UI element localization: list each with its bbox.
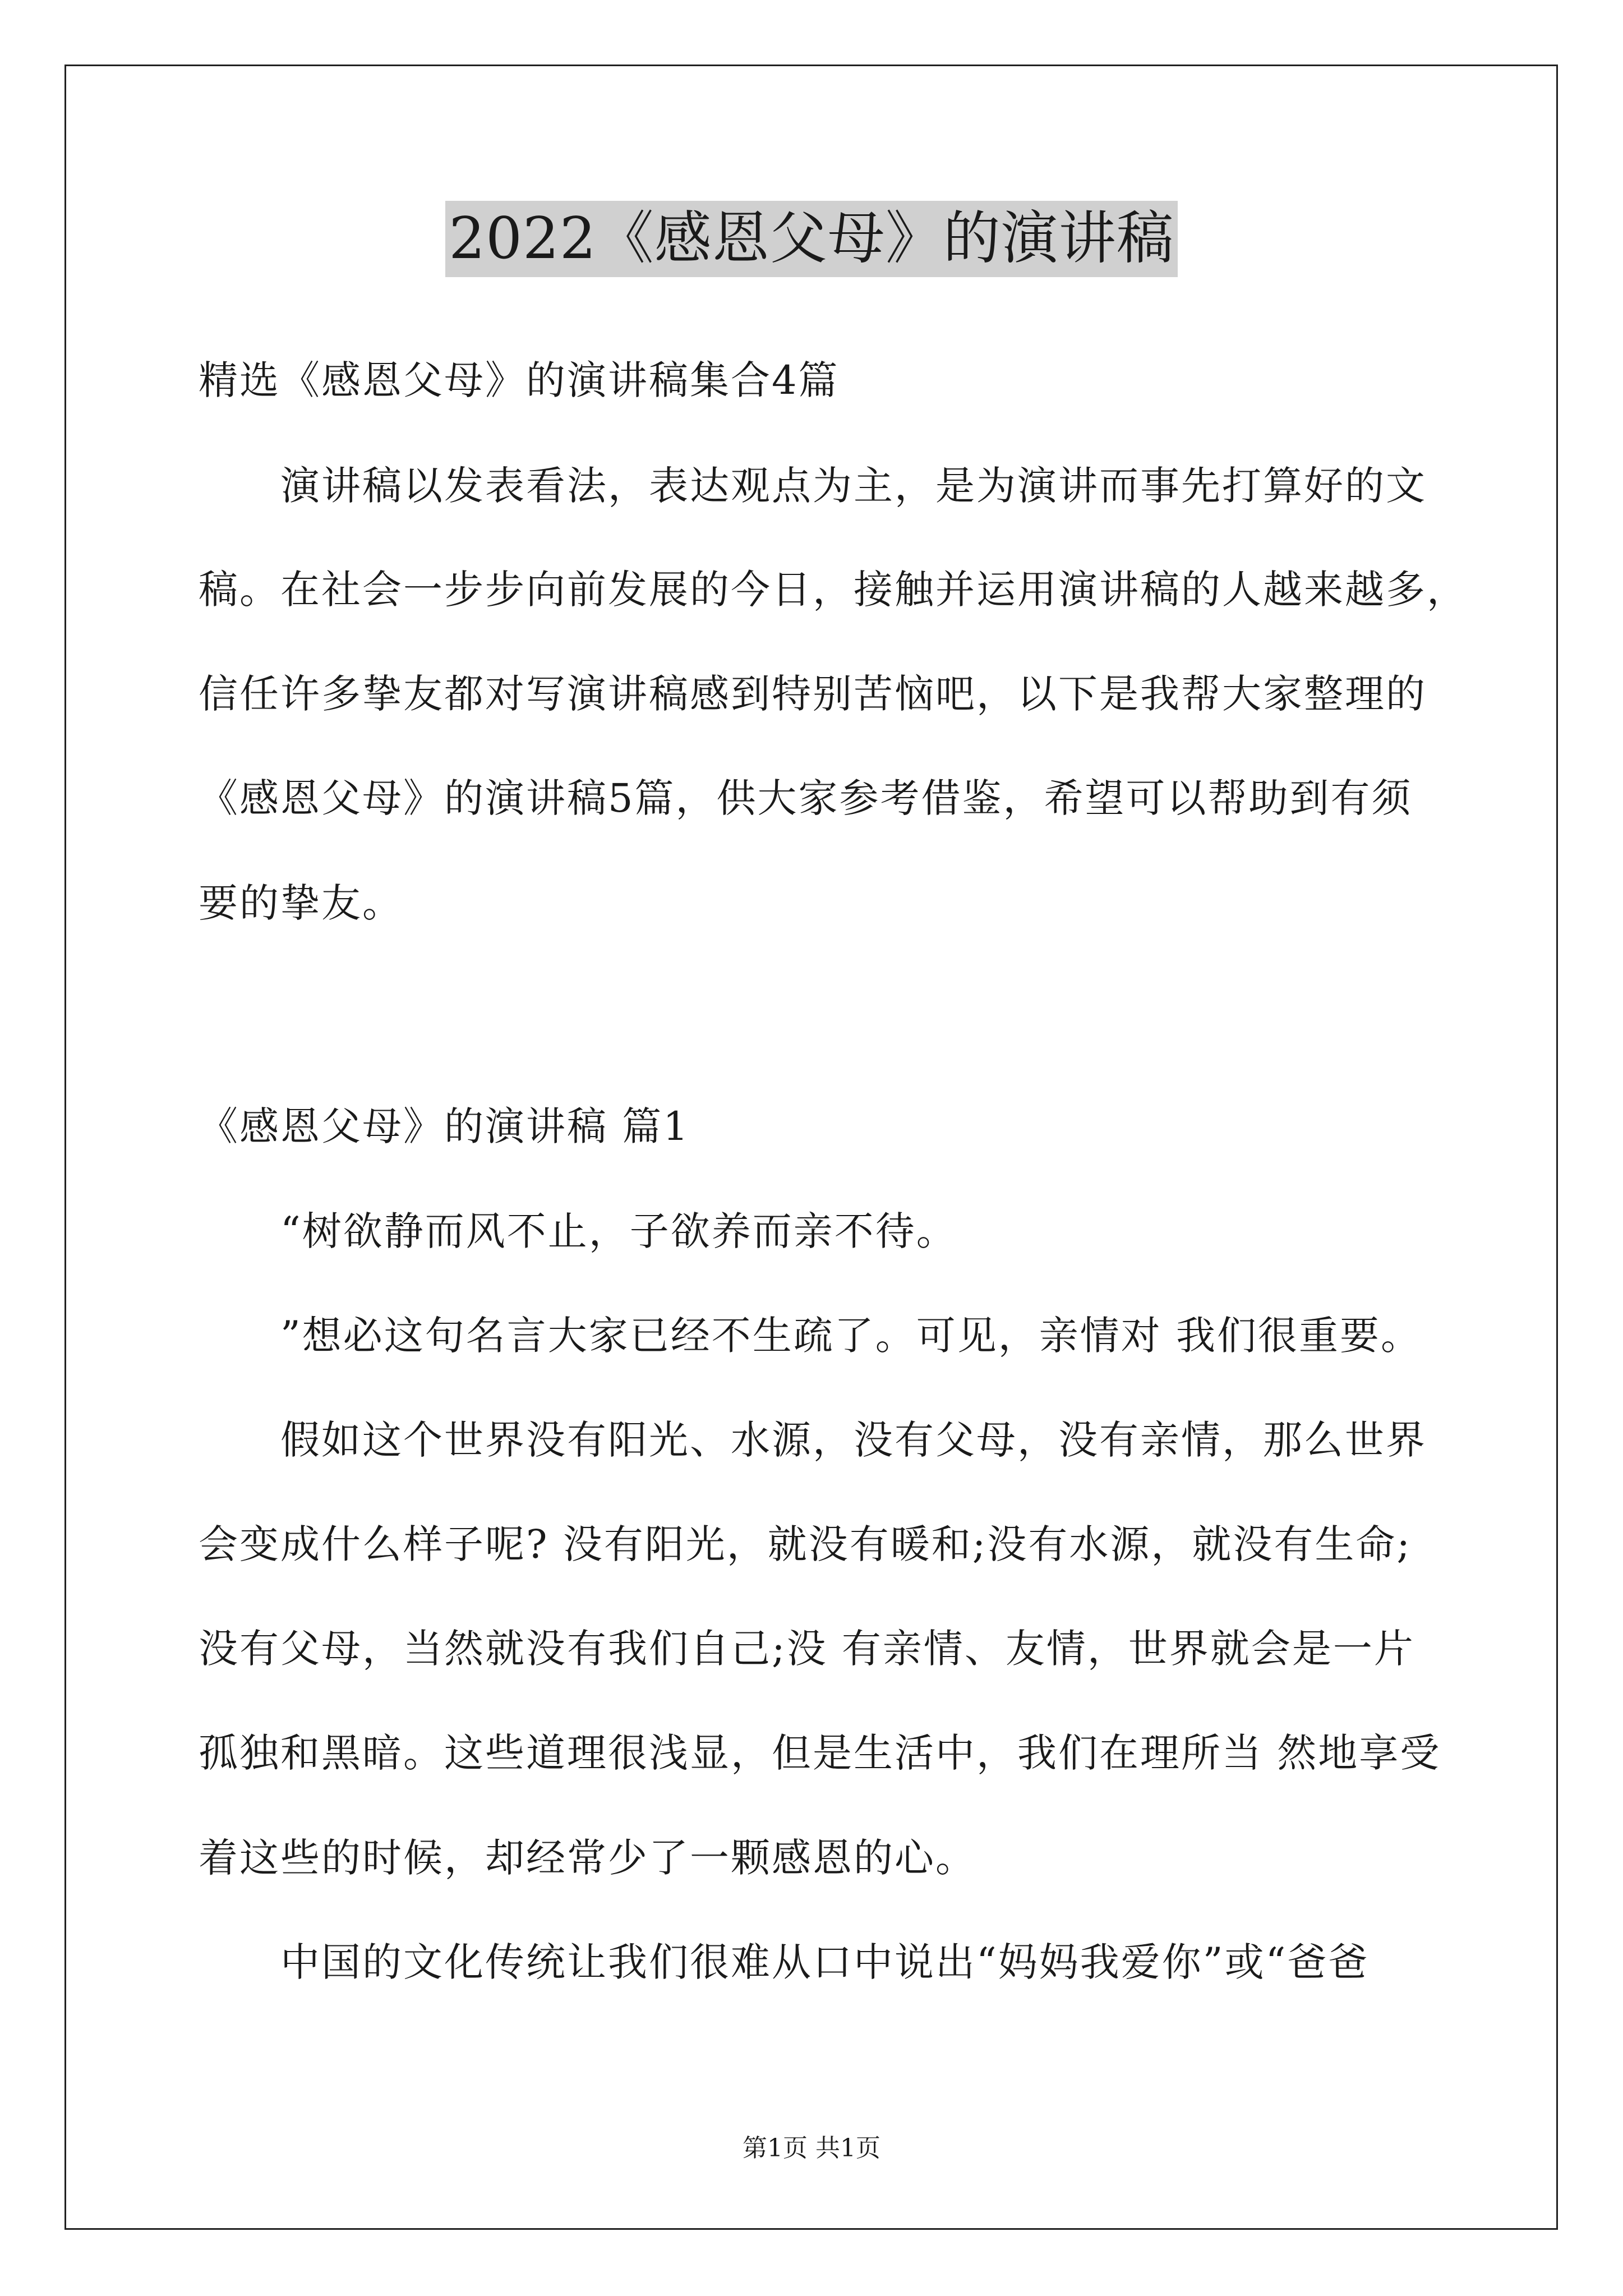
intro-line-1: 演讲稿以发表看法，表达观点为主，是为演讲而事先打算好的文 [280, 463, 1427, 509]
page-footer: 第1页 共1页 [743, 2134, 880, 2162]
intro-line-3: 信任许多挚友都对写演讲稿感到特别苦恼吧，以下是我帮大家整理的 [199, 671, 1427, 717]
body-line-8: 中国的文化传统让我们很难从口中说出“妈妈我爱你”或“爸爸 [280, 1939, 1370, 1985]
body-line-2: ”想必这句名言大家已经不生疏了。可见，亲情对 我们很重要。 [280, 1313, 1422, 1359]
document-title: 2022《感恩父母》的演讲稿 [445, 201, 1178, 277]
document-subtitle: 精选《感恩父母》的演讲稿集合4篇 [199, 357, 840, 403]
body-line-5: 没有父母，当然就没有我们自己;没 有亲情、友情，世界就会是一片 [199, 1626, 1415, 1672]
body-line-6: 孤独和黑暗。这些道理很浅显，但是生活中，我们在理所当 然地享受 [199, 1730, 1441, 1776]
body-line-7: 着这些的时候，却经常少了一颗感恩的心。 [199, 1835, 976, 1881]
title-container [0, 201, 1623, 277]
intro-line-5: 要的挚友。 [199, 880, 403, 926]
section-heading: 《感恩父母》的演讲稿 篇1 [199, 1103, 690, 1149]
body-line-3: 假如这个世界没有阳光、水源，没有父母，没有亲情，那么世界 [280, 1417, 1427, 1463]
intro-line-2: 稿。在社会一步步向前发展的今日，接触并运用演讲稿的人越来越多， [199, 567, 1468, 613]
intro-line-4: 《感恩父母》的演讲稿5篇，供大家参考借鉴，希望可以帮助到有须 [199, 775, 1413, 821]
body-line-4: 会变成什么样子呢? 没有阳光，就没有暖和;没有水源，就没有生命; [199, 1521, 1412, 1567]
body-line-1: “树欲静而风不止，子欲养而亲不待。 [280, 1208, 957, 1254]
